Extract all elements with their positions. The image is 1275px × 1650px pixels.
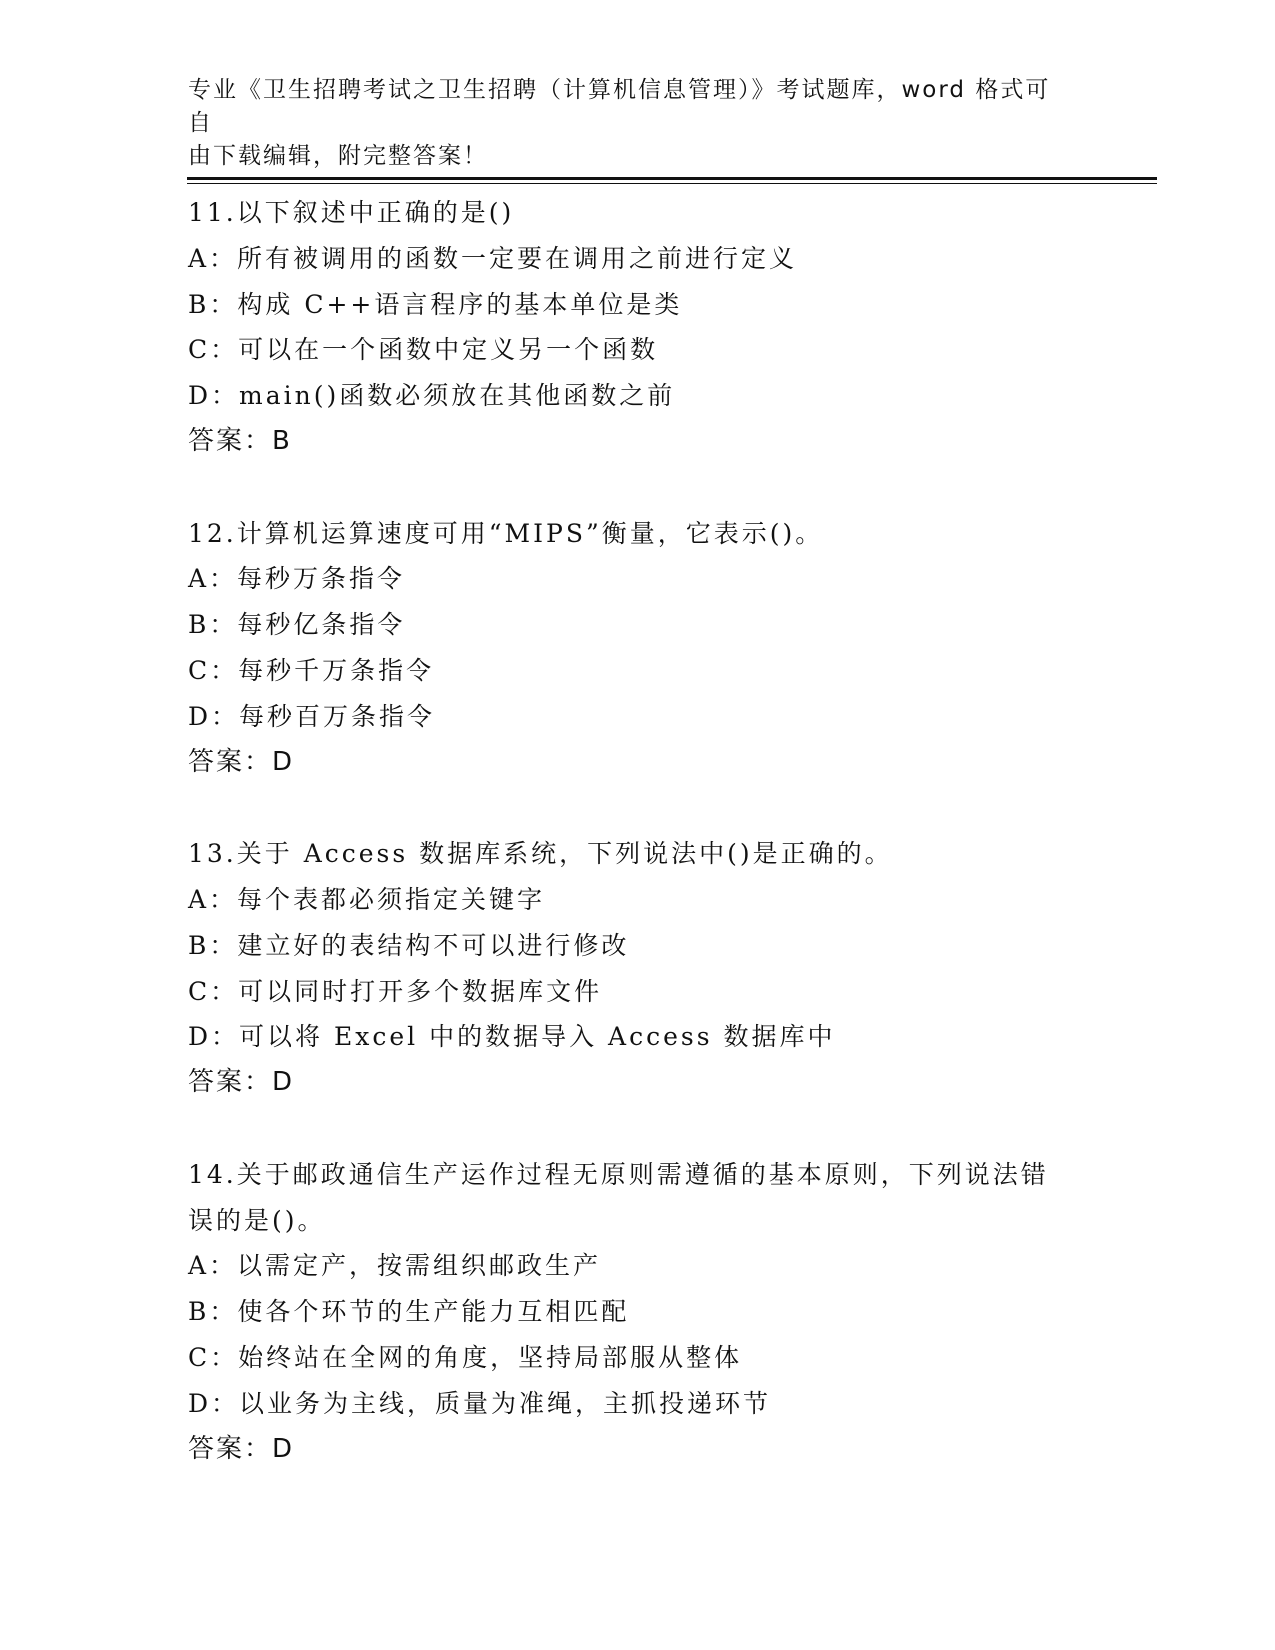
- answer-line: 答案：B: [188, 425, 292, 456]
- answer-line: 答案：D: [188, 1433, 295, 1464]
- option-c: C：始终站在全网的角度，坚持局部服从整体: [188, 1342, 743, 1372]
- option-a: A：所有被调用的函数一定要在调用之前进行定义: [188, 243, 798, 273]
- question-spacer: [188, 1106, 1088, 1152]
- header-divider-thick: [187, 177, 1157, 180]
- option-d: D：以业务为主线，质量为准绳，主抓投递环节: [188, 1388, 772, 1418]
- option-b: B：构成 C++语言程序的基本单位是类: [188, 289, 683, 319]
- option-b: B：建立好的表结构不可以进行修改: [188, 930, 630, 960]
- option-c: C：每秒千万条指令: [188, 655, 435, 685]
- answer-line: 答案：D: [188, 1067, 295, 1098]
- question-spacer: [188, 465, 1088, 511]
- question-14: [188, 1152, 1088, 1473]
- option-b: B：使各个环节的生产能力互相匹配: [188, 1297, 630, 1327]
- question-spacer: [188, 785, 1088, 831]
- question-stem-line-2: 误的是()。: [188, 1205, 326, 1235]
- question-list: [188, 190, 1088, 1472]
- document-header: [188, 74, 1068, 173]
- option-d: D：main()函数必须放在其他函数之前: [188, 381, 676, 411]
- question-13: [188, 831, 1088, 1106]
- question-12: [188, 511, 1088, 786]
- option-d: D：可以将 Excel 中的数据导入 Access 数据库中: [188, 1022, 836, 1052]
- question-stem: 13.关于 Access 数据库系统，下列说法中()是正确的。: [188, 839, 893, 869]
- header-line-1: 专业《卫生招聘考试之卫生招聘（计算机信息管理）》考试题库，word 格式可自: [188, 77, 1051, 136]
- option-a: A：每秒万条指令: [188, 564, 406, 594]
- header-divider-thin: [187, 183, 1157, 184]
- question-11: [188, 190, 1088, 465]
- option-b: B：每秒亿条指令: [188, 610, 406, 640]
- answer-line: 答案：D: [188, 746, 295, 777]
- header-line-2: 由下载编辑，附完整答案！: [188, 143, 488, 169]
- option-d: D：每秒百万条指令: [188, 701, 436, 731]
- option-c: C：可以同时打开多个数据库文件: [188, 976, 603, 1006]
- question-stem: 11.以下叙述中正确的是(): [188, 198, 515, 227]
- option-a: A：以需定产，按需组织邮政生产: [188, 1251, 602, 1281]
- option-a: A：每个表都必须指定关键字: [188, 884, 546, 914]
- option-c: C：可以在一个函数中定义另一个函数: [188, 335, 659, 365]
- question-stem: 12.计算机运算速度可用“MIPS”衡量，它表示()。: [188, 518, 824, 548]
- question-stem-line-1: 14.关于邮政通信生产运作过程无原则需遵循的基本原则，下列说法错: [188, 1159, 1049, 1189]
